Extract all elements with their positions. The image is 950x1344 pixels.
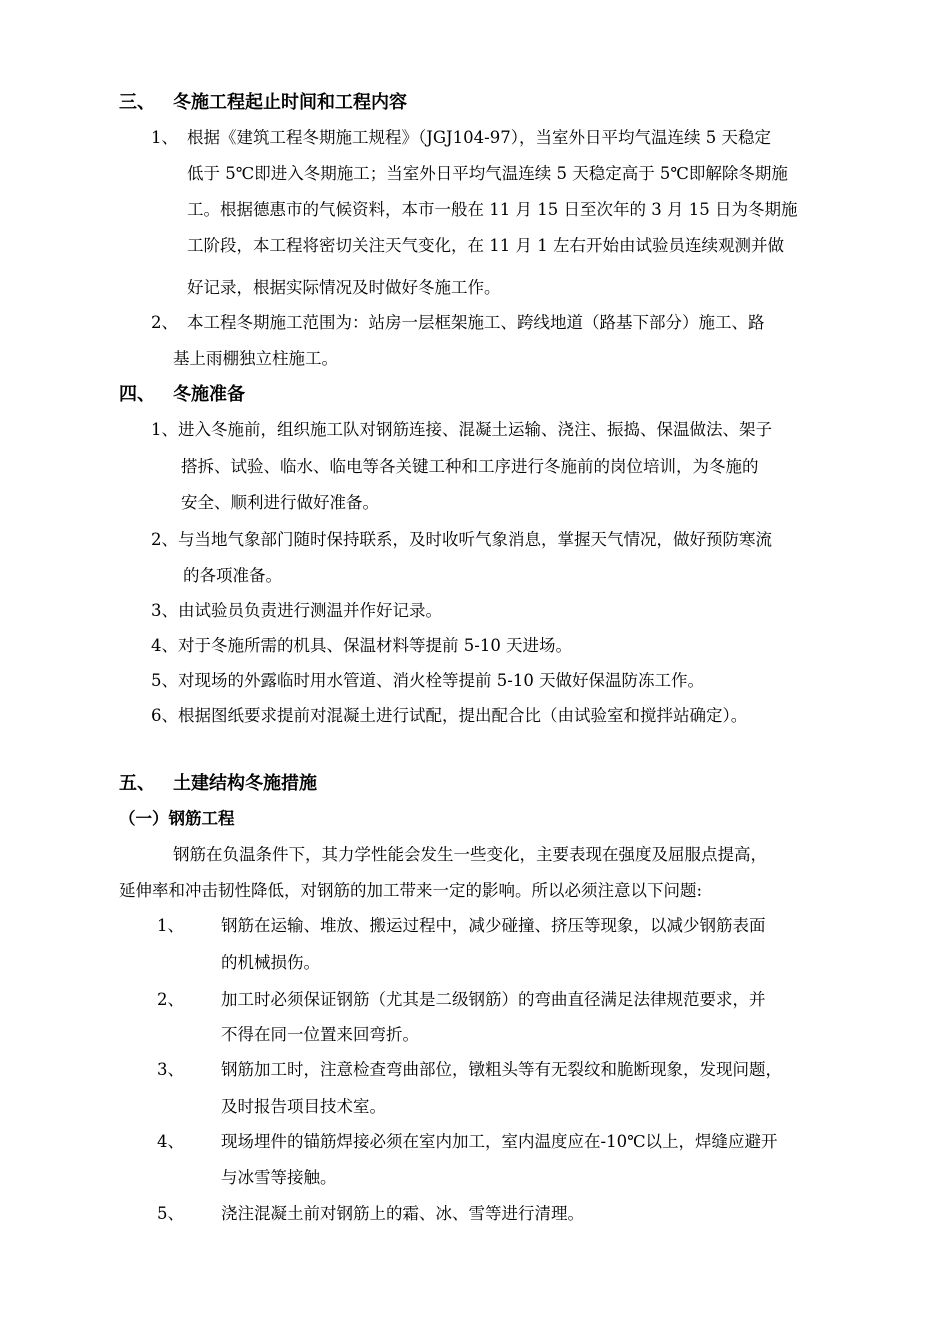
section-3-number: 三、 bbox=[119, 92, 155, 113]
s3-item-1-line-5: 好记录，根据实际情况及时做好冬施工作。 bbox=[187, 278, 501, 297]
section-5-title: 土建结构冬施措施 bbox=[173, 773, 317, 794]
section-4-number: 四、 bbox=[119, 384, 155, 405]
rebar-item-3-number: 3、 bbox=[157, 1060, 184, 1079]
s3-item-2-line-1: 本工程冬期施工范围为：站房一层框架施工、跨线地道（路基下部分）施工、路 bbox=[187, 313, 765, 332]
rebar-item-1-line-1: 钢筋在运输、堆放、搬运过程中，减少碰撞、挤压等现象，以减少钢筋表面 bbox=[221, 916, 766, 935]
rebar-item-2-line-1: 加工时必须保证钢筋（尤其是二级钢筋）的弯曲直径满足法律规范要求，并 bbox=[221, 990, 766, 1009]
s3-item-2-line-2: 基上雨棚独立柱施工。 bbox=[173, 349, 338, 368]
s3-item-1-number: 1、 bbox=[151, 128, 178, 147]
s4-item-4: 4、对于冬施所需的机具、保温材料等提前 5-10 天进场。 bbox=[151, 636, 573, 655]
rebar-item-1-number: 1、 bbox=[157, 916, 184, 935]
rebar-item-4-line-1: 现场埋件的锚筋焊接必须在室内加工，室内温度应在-10℃以上，焊缝应避开 bbox=[221, 1132, 778, 1151]
s3-item-2-number: 2、 bbox=[151, 313, 178, 332]
rebar-item-5-line-1: 浇注混凝土前对钢筋上的霜、冰、雪等进行清理。 bbox=[221, 1204, 584, 1223]
s3-item-1-line-2: 低于 5℃即进入冬期施工；当室外日平均气温连续 5 天稳定高于 5℃即解除冬期施 bbox=[187, 164, 788, 183]
section-5-number: 五、 bbox=[119, 773, 155, 794]
s3-item-1-line-1: 根据《建筑工程冬期施工规程》（JGJ104-97），当室外日平均气温连续 5 天稳定 bbox=[187, 128, 771, 147]
rebar-item-2-number: 2、 bbox=[157, 990, 184, 1009]
rebar-item-4-line-2: 与冰雪等接触。 bbox=[221, 1168, 337, 1187]
s4-item-2-line-1: 2、与当地气象部门随时保持联系，及时收听气象消息，掌握天气情况，做好预防寒流 bbox=[151, 530, 772, 549]
rebar-item-2-line-2: 不得在同一位置来回弯折。 bbox=[221, 1025, 419, 1044]
s4-item-1-line-2: 搭拆、试验、临水、临电等各关键工种和工序进行冬施前的岗位培训，为冬施的 bbox=[181, 457, 759, 476]
s4-item-1-line-3: 安全、顺利进行做好准备。 bbox=[181, 493, 379, 512]
rebar-item-3-line-2: 及时报告项目技术室。 bbox=[221, 1097, 386, 1116]
s3-item-1-line-4: 工阶段，本工程将密切关注天气变化，在 11 月 1 左右开始由试验员连续观测并做 bbox=[187, 236, 784, 255]
rebar-intro-line-1: 钢筋在负温条件下，其力学性能会发生一些变化，主要表现在强度及屈服点提高， bbox=[173, 845, 767, 864]
section-3-title: 冬施工程起止时间和工程内容 bbox=[173, 92, 407, 113]
s4-item-6: 6、根据图纸要求提前对混凝土进行试配，提出配合比（由试验室和搅拌站确定）。 bbox=[151, 706, 748, 725]
rebar-item-1-line-2: 的机械损伤。 bbox=[221, 953, 320, 972]
rebar-intro-line-2: 延伸率和冲击韧性降低，对钢筋的加工带来一定的影响。所以必须注意以下问题: bbox=[119, 881, 703, 900]
rebar-item-4-number: 4、 bbox=[157, 1132, 184, 1151]
s4-item-3: 3、由试验员负责进行测温并作好记录。 bbox=[151, 601, 442, 620]
rebar-item-3-line-1: 钢筋加工时，注意检查弯曲部位，镦粗头等有无裂纹和脆断现象，发现问题， bbox=[221, 1060, 782, 1079]
section-4-title: 冬施准备 bbox=[173, 384, 245, 405]
s4-item-1-line-1: 1、进入冬施前，组织施工队对钢筋连接、混凝土运输、浇注、振捣、保温做法、架子 bbox=[151, 420, 772, 439]
s4-item-5: 5、对现场的外露临时用水管道、消火栓等提前 5-10 天做好保温防冻工作。 bbox=[151, 671, 705, 690]
s3-item-1-line-3: 工。根据德惠市的气候资料，本市一般在 11 月 15 日至次年的 3 月 15 日为冬期施 bbox=[187, 200, 798, 219]
subsection-rebar-title: （一）钢筋工程 bbox=[119, 809, 235, 828]
s4-item-2-line-2: 的各项准备。 bbox=[183, 566, 282, 585]
rebar-item-5-number: 5、 bbox=[157, 1204, 184, 1223]
